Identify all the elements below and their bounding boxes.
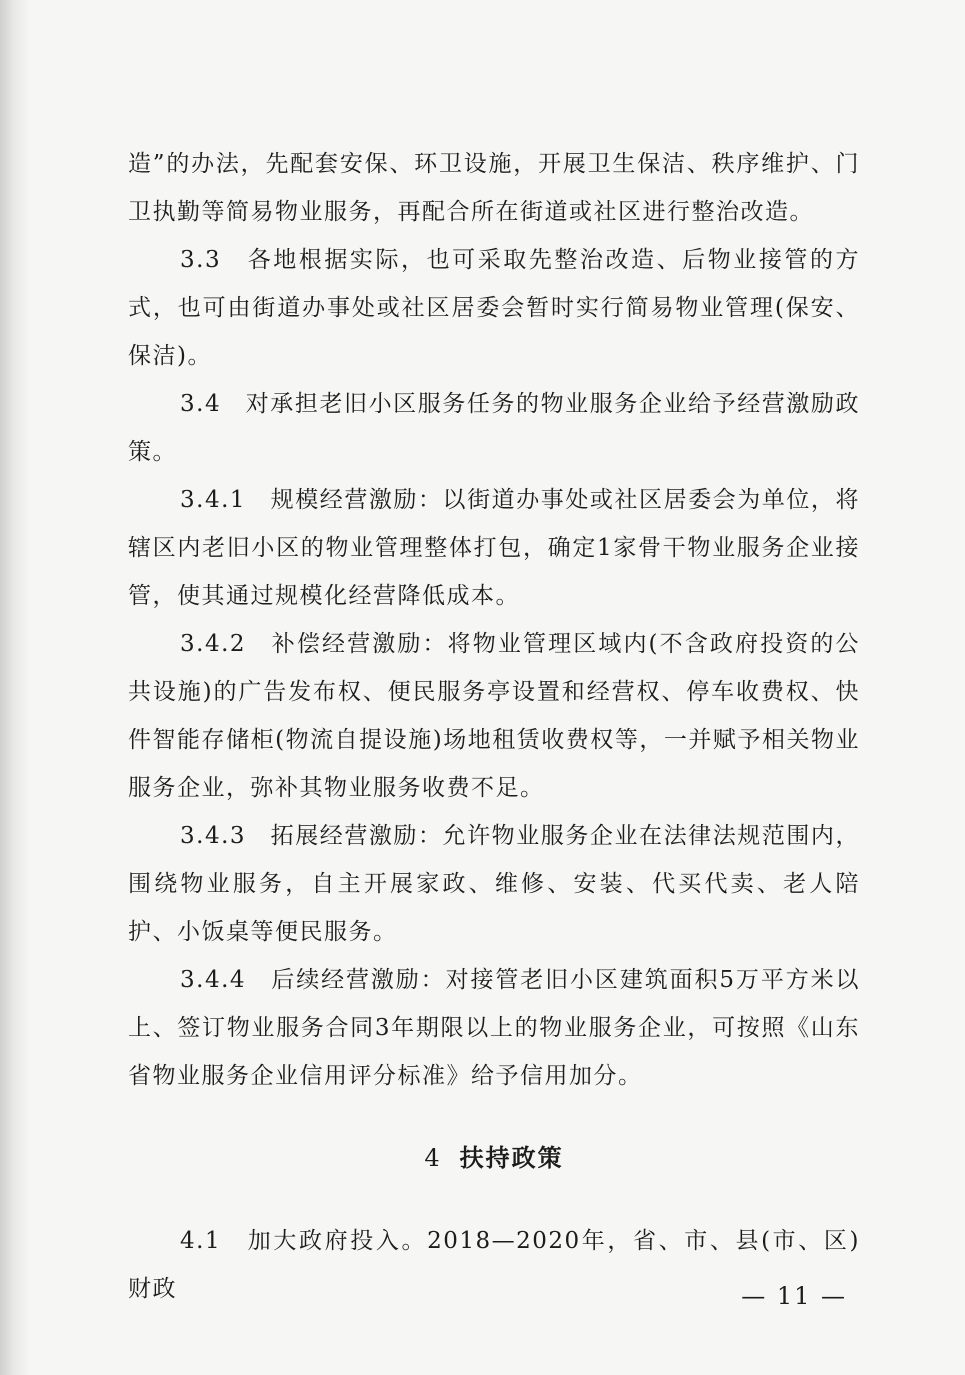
page-content	[128, 140, 860, 1313]
section-heading	[128, 1138, 860, 1173]
paragraph-3-4-3: 3.4.3 拓展经营激励：允许物业服务企业在法律法规范围内，围绕物业服务，自主开展家政、维修、安装、代买代卖、老人陪护、小饭桌等便民服务。	[128, 823, 860, 945]
paragraph-continuation: 造”的办法，先配套安保、环卫设施，开展卫生保洁、秩序维护、门卫执勤等简易物业服务，再配合所在街道或社区进行整治改造。	[128, 151, 860, 225]
paragraph-4-1: 4.1 加大政府投入。2018—2020年，省、市、县(市、区)财政	[128, 1228, 860, 1302]
paragraph-3-3: 3.3 各地根据实际，也可采取先整治改造、后物业接管的方式，也可由街道办事处或社区居委会暂时实行简易物业管理(保安、保洁)。	[128, 247, 860, 369]
paragraph-3-4-1: 3.4.1 规模经营激励：以街道办事处或社区居委会为单位，将辖区内老旧小区的物业管理整体打包，确定1家骨干物业服务企业接管，使其通过规模化经营降低成本。	[128, 487, 860, 609]
section-number: 4	[424, 1144, 442, 1172]
page-number: — 11 —	[741, 1282, 847, 1310]
paragraph-3-4-4: 3.4.4 后续经营激励：对接管老旧小区建筑面积5万平方米以上、签订物业服务合同3年期限以上的物业服务企业，可按照《山东省物业服务企业信用评分标准》给予信用加分。	[128, 967, 860, 1089]
section-title: 扶持政策	[459, 1144, 564, 1172]
paragraph-3-4-2: 3.4.2 补偿经营激励：将物业管理区域内(不含政府投资的公共设施)的广告发布权、便民服务亭设置和经营权、停车收费权、快件智能存储柜(物流自提设施)场地租赁收费权等，一并赋予相关物业服务企业，弥补其物业服务收费不足。	[128, 631, 860, 801]
page-binding-shadow	[0, 0, 30, 1375]
paragraph-3-4: 3.4 对承担老旧小区服务任务的物业服务企业给予经营激励政策。	[128, 391, 860, 465]
